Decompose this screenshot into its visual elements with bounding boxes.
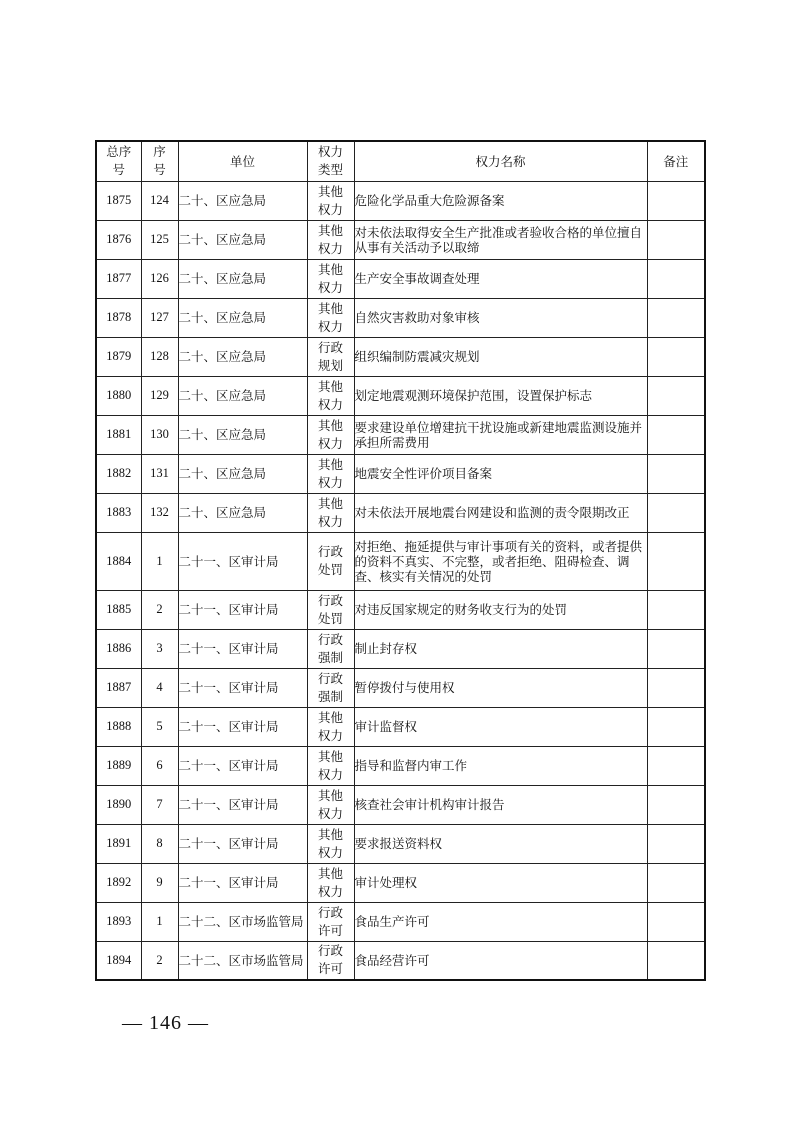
cell-seq: 6 — [141, 746, 178, 785]
cell-name: 划定地震观测环境保护范围，设置保护标志 — [354, 376, 647, 415]
table-row — [96, 181, 705, 220]
cell-type: 其他权力 — [307, 259, 354, 298]
table-row — [96, 785, 705, 824]
cell-type: 其他权力 — [307, 298, 354, 337]
cell-total-no: 1881 — [96, 415, 141, 454]
cell-type: 行政许可 — [307, 902, 354, 941]
cell-total-no: 1885 — [96, 590, 141, 629]
cell-name: 组织编制防震减灾规划 — [354, 337, 647, 376]
cell-unit: 二十一、区审计局 — [178, 863, 307, 902]
cell-unit: 二十、区应急局 — [178, 493, 307, 532]
cell-name: 要求建设单位增建抗干扰设施或新建地震监测设施并承担所需费用 — [354, 415, 647, 454]
cell-remark — [647, 590, 705, 629]
cell-name: 审计监督权 — [354, 707, 647, 746]
cell-unit: 二十一、区审计局 — [178, 785, 307, 824]
cell-total-no: 1883 — [96, 493, 141, 532]
cell-total-no: 1887 — [96, 668, 141, 707]
header-unit: 单位 — [178, 141, 307, 181]
table-row — [96, 376, 705, 415]
cell-name: 对未依法开展地震台网建设和监测的责令限期改正 — [354, 493, 647, 532]
cell-remark — [647, 220, 705, 259]
table-row — [96, 941, 705, 980]
header-total-no: 总序号 — [96, 141, 141, 181]
table-row — [96, 415, 705, 454]
cell-name: 核查社会审计机构审计报告 — [354, 785, 647, 824]
cell-type: 行政强制 — [307, 668, 354, 707]
table-row — [96, 824, 705, 863]
cell-total-no: 1882 — [96, 454, 141, 493]
table-row — [96, 668, 705, 707]
cell-unit: 二十一、区审计局 — [178, 707, 307, 746]
cell-remark — [647, 824, 705, 863]
cell-seq: 3 — [141, 629, 178, 668]
cell-seq: 1 — [141, 532, 178, 590]
cell-type: 其他权力 — [307, 415, 354, 454]
cell-total-no: 1892 — [96, 863, 141, 902]
cell-total-no: 1888 — [96, 707, 141, 746]
cell-seq: 9 — [141, 863, 178, 902]
header-seq: 序号 — [141, 141, 178, 181]
cell-type: 其他权力 — [307, 181, 354, 220]
cell-seq: 2 — [141, 590, 178, 629]
cell-seq: 126 — [141, 259, 178, 298]
cell-seq: 125 — [141, 220, 178, 259]
table-row — [96, 746, 705, 785]
table-row — [96, 220, 705, 259]
cell-unit: 二十一、区审计局 — [178, 590, 307, 629]
cell-seq: 7 — [141, 785, 178, 824]
cell-remark — [647, 941, 705, 980]
table-row — [96, 454, 705, 493]
cell-name: 对拒绝、拖延提供与审计事项有关的资料，或者提供的资料不真实、不完整，或者拒绝、阻碍检查、调查、核实有关情况的处罚 — [354, 532, 647, 590]
cell-type: 其他权力 — [307, 863, 354, 902]
cell-total-no: 1893 — [96, 902, 141, 941]
cell-total-no: 1880 — [96, 376, 141, 415]
cell-seq: 131 — [141, 454, 178, 493]
cell-unit: 二十、区应急局 — [178, 181, 307, 220]
cell-seq: 8 — [141, 824, 178, 863]
table-row — [96, 532, 705, 590]
cell-unit: 二十、区应急局 — [178, 376, 307, 415]
cell-total-no: 1877 — [96, 259, 141, 298]
cell-seq: 5 — [141, 707, 178, 746]
cell-name: 审计处理权 — [354, 863, 647, 902]
table-row — [96, 493, 705, 532]
cell-remark — [647, 863, 705, 902]
header-type: 权力类型 — [307, 141, 354, 181]
cell-type: 其他权力 — [307, 376, 354, 415]
cell-seq: 127 — [141, 298, 178, 337]
cell-type: 其他权力 — [307, 824, 354, 863]
cell-unit: 二十、区应急局 — [178, 415, 307, 454]
cell-total-no: 1886 — [96, 629, 141, 668]
powers-table — [95, 140, 706, 981]
cell-remark — [647, 668, 705, 707]
cell-total-no: 1891 — [96, 824, 141, 863]
cell-name: 地震安全性评价项目备案 — [354, 454, 647, 493]
cell-type: 行政处罚 — [307, 590, 354, 629]
cell-unit: 二十一、区审计局 — [178, 629, 307, 668]
cell-unit: 二十、区应急局 — [178, 298, 307, 337]
cell-unit: 二十一、区审计局 — [178, 746, 307, 785]
cell-type: 行政强制 — [307, 629, 354, 668]
cell-remark — [647, 337, 705, 376]
cell-name: 食品经营许可 — [354, 941, 647, 980]
cell-seq: 2 — [141, 941, 178, 980]
cell-remark — [647, 181, 705, 220]
cell-seq: 132 — [141, 493, 178, 532]
cell-remark — [647, 746, 705, 785]
cell-name: 要求报送资料权 — [354, 824, 647, 863]
cell-remark — [647, 707, 705, 746]
page-number: — 146 — — [122, 1012, 209, 1034]
cell-seq: 4 — [141, 668, 178, 707]
table-row — [96, 863, 705, 902]
cell-type: 其他权力 — [307, 785, 354, 824]
cell-total-no: 1889 — [96, 746, 141, 785]
table-row — [96, 337, 705, 376]
cell-remark — [647, 493, 705, 532]
cell-total-no: 1876 — [96, 220, 141, 259]
cell-type: 行政规划 — [307, 337, 354, 376]
cell-unit: 二十一、区审计局 — [178, 668, 307, 707]
cell-remark — [647, 376, 705, 415]
cell-unit: 二十、区应急局 — [178, 454, 307, 493]
cell-unit: 二十、区应急局 — [178, 337, 307, 376]
cell-seq: 124 — [141, 181, 178, 220]
table-row — [96, 259, 705, 298]
cell-total-no: 1879 — [96, 337, 141, 376]
cell-name: 食品生产许可 — [354, 902, 647, 941]
cell-remark — [647, 298, 705, 337]
header-name: 权力名称 — [354, 141, 647, 181]
cell-name: 暂停拨付与使用权 — [354, 668, 647, 707]
cell-total-no: 1878 — [96, 298, 141, 337]
cell-type: 其他权力 — [307, 220, 354, 259]
table-header-row — [96, 141, 705, 181]
cell-remark — [647, 259, 705, 298]
cell-name: 自然灾害救助对象审核 — [354, 298, 647, 337]
cell-total-no: 1884 — [96, 532, 141, 590]
cell-unit: 二十一、区审计局 — [178, 824, 307, 863]
cell-type: 行政许可 — [307, 941, 354, 980]
cell-type: 其他权力 — [307, 707, 354, 746]
cell-name: 对违反国家规定的财务收支行为的处罚 — [354, 590, 647, 629]
cell-remark — [647, 629, 705, 668]
cell-unit: 二十、区应急局 — [178, 259, 307, 298]
cell-unit: 二十二、区市场监管局 — [178, 941, 307, 980]
cell-type: 其他权力 — [307, 746, 354, 785]
cell-total-no: 1894 — [96, 941, 141, 980]
cell-remark — [647, 415, 705, 454]
cell-name: 制止封存权 — [354, 629, 647, 668]
table-row — [96, 590, 705, 629]
cell-total-no: 1875 — [96, 181, 141, 220]
table-row — [96, 707, 705, 746]
cell-seq: 129 — [141, 376, 178, 415]
cell-name: 对未依法取得安全生产批准或者验收合格的单位擅自从事有关活动予以取缔 — [354, 220, 647, 259]
cell-seq: 1 — [141, 902, 178, 941]
cell-remark — [647, 785, 705, 824]
cell-name: 指导和监督内审工作 — [354, 746, 647, 785]
cell-total-no: 1890 — [96, 785, 141, 824]
table-row — [96, 902, 705, 941]
cell-remark — [647, 532, 705, 590]
cell-name: 生产安全事故调查处理 — [354, 259, 647, 298]
cell-type: 其他权力 — [307, 493, 354, 532]
cell-seq: 128 — [141, 337, 178, 376]
cell-unit: 二十二、区市场监管局 — [178, 902, 307, 941]
cell-seq: 130 — [141, 415, 178, 454]
cell-type: 其他权力 — [307, 454, 354, 493]
cell-unit: 二十、区应急局 — [178, 220, 307, 259]
cell-unit: 二十一、区审计局 — [178, 532, 307, 590]
cell-type: 行政处罚 — [307, 532, 354, 590]
table-row — [96, 298, 705, 337]
cell-remark — [647, 454, 705, 493]
table-row — [96, 629, 705, 668]
header-remark: 备注 — [647, 141, 705, 181]
cell-name: 危险化学品重大危险源备案 — [354, 181, 647, 220]
cell-remark — [647, 902, 705, 941]
